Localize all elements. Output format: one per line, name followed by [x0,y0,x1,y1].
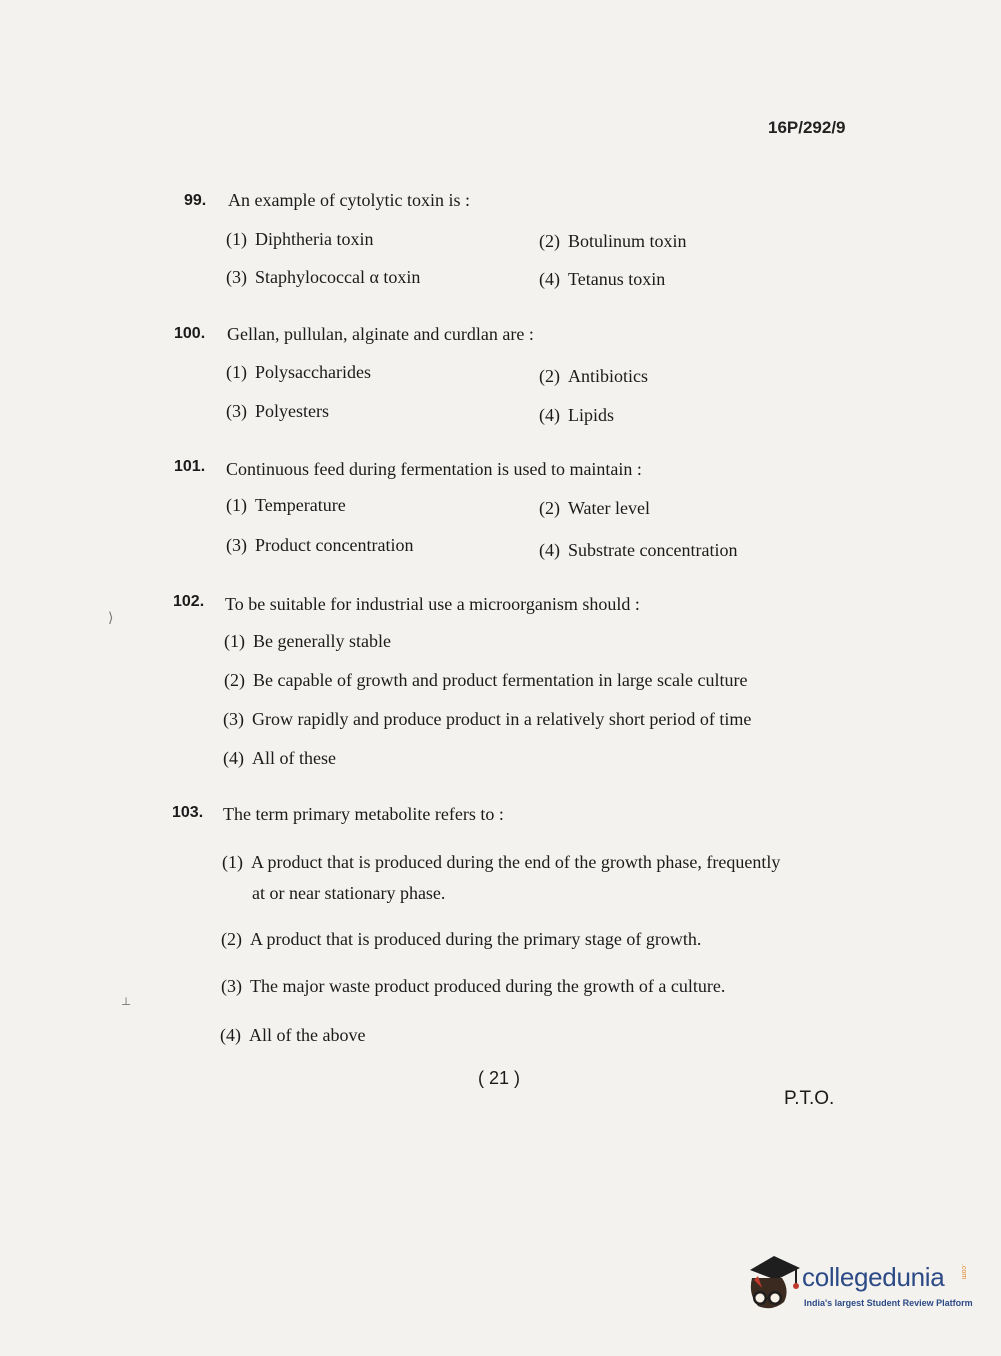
option-number: (1) [226,229,247,249]
question-text: An example of cytolytic toxin is : [228,190,470,210]
question-number: 102. [173,593,205,610]
option-text: Be generally stable [253,631,391,651]
question-text: Continuous feed during fermentation is used to maintain : [226,459,642,479]
option-number: (2) [221,929,242,949]
option-number: (3) [226,267,247,287]
option-number: (1) [226,362,247,382]
option-4 [539,405,614,426]
option-text: Substrate concentration [568,540,738,560]
option-number: (4) [539,540,560,560]
option-text: Product concentration [255,535,414,555]
option-text: Polysaccharides [255,362,371,382]
option-number: (1) [226,495,247,515]
option-number: (1) [224,631,245,651]
option-number: (4) [220,1025,241,1045]
option-4 [223,748,336,769]
pto-label: P.T.O. [784,1088,835,1109]
option-4 [539,540,737,561]
option-text: Lipids [568,405,615,425]
collegedunia-logo [742,1250,972,1320]
option-2 [539,366,648,387]
option-1 [222,852,780,873]
option-3 [226,267,420,288]
option-text: Grow rapidly and produce product in a relatively short period of time [252,709,752,729]
option-2 [539,498,650,519]
option-text: Polyesters [255,401,329,421]
option-text: A product that is produced during the primary stage of growth. [250,929,702,949]
option-number: (2) [539,498,560,518]
question-number: 100. [174,325,206,342]
option-number: (3) [226,535,247,555]
option-4 [539,269,665,290]
option-number: (3) [223,709,244,729]
option-text: Water level [568,498,651,518]
question-text: The term primary metabolite refers to : [223,804,504,824]
option-number: (4) [539,405,560,425]
brand-name: collegedunia [802,1262,945,1292]
option-3 [223,709,751,730]
option-3 [226,401,329,422]
option-1 [226,229,373,250]
option-1 [226,362,371,383]
option-text: Temperature [255,495,346,515]
paper-code: 16P/292/9 [768,118,846,137]
option-text: A product that is produced during the end of the growth phase, frequently [251,852,781,872]
question-text: To be suitable for industrial use a microorganism should : [225,594,640,614]
option-number: (3) [221,976,242,996]
option-4 [220,1025,365,1046]
option-text: Be capable of growth and product fermentation in large scale culture [253,670,748,690]
brand-suffix: .com [960,1264,967,1280]
scan-mark: ⊥ [121,996,132,1008]
option-text: Staphylococcal α toxin [255,267,421,287]
option-3 [226,535,413,556]
question-number: 101. [174,458,206,475]
option-text: All of the above [249,1025,366,1045]
page-number: ( 21 ) [478,1068,521,1088]
option-1 [226,495,346,516]
option-text: Diphtheria toxin [255,229,374,249]
brand-tagline: India's largest Student Review Platform [804,1298,973,1308]
option-number: (4) [223,748,244,768]
option-text: Tetanus toxin [568,269,666,289]
question-number: 99. [184,192,207,209]
option-number: (2) [539,231,560,251]
option-number: (1) [222,852,243,872]
option-text: Antibiotics [568,366,648,386]
option-text: All of these [252,748,336,768]
option-2 [224,670,747,691]
mascot-icon [742,1250,802,1314]
option-number: (2) [224,670,245,690]
question-text: Gellan, pullulan, alginate and curdlan are : [227,324,534,344]
option-1 [224,631,391,652]
option-2 [539,231,687,252]
option-number: (2) [539,366,560,386]
option-2 [221,929,701,950]
question-number: 103. [172,804,204,821]
option-3 [221,976,725,997]
scan-mark: ⟩ [108,611,114,626]
option-number: (3) [226,401,247,421]
option-text: The major waste product produced during the growth of a culture. [250,976,726,996]
option-number: (4) [539,269,560,289]
option-text: Botulinum toxin [568,231,687,251]
option-1-continuation: at or near stationary phase. [252,883,446,903]
